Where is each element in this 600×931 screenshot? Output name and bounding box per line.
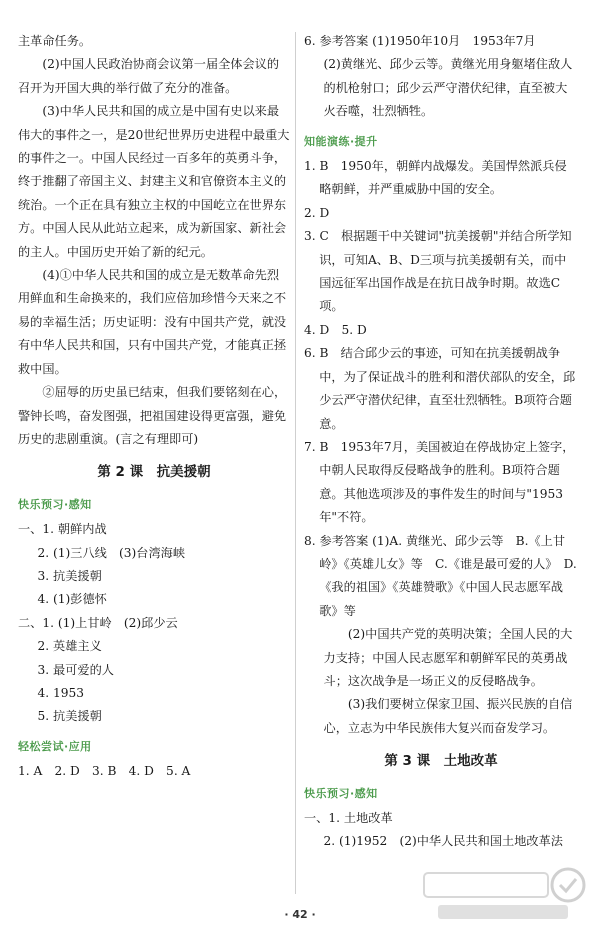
answer-text: (2)中国人民政治协商会议第一届全体会议的召开为开国大典的举行做了充分的准备。 (18, 57, 280, 95)
section-header: 知能演练·提升 (304, 134, 378, 148)
answer-item: 7. B 1953年7月，美国被迫在停战协定上签字，中朝人民取得反侵略战争的胜利。B项符合题意。其他选项涉及的事件发生的时间与"1953年"不符。 (304, 439, 575, 525)
answer-item: 4. (1)彭德怀 (37, 592, 107, 607)
answer-item: 4. 1953 (37, 685, 85, 700)
lesson-title: 第 2 课 抗美援朝 (97, 464, 211, 481)
section-header: 快乐预习·感知 (18, 497, 92, 511)
answer-text: 主革命任务。 (18, 34, 92, 48)
answer-item: 6. B 结合邱少云的事迹，可知在抗美援朝战争中，为了保证战斗的胜利和潜伏部队的安全，邱少云严守潜伏纪律，直至壮烈牺牲。B项符合题意。 (304, 346, 576, 431)
answer-item: 2. (1)1952 (2)中华人民共和国土地改革法 (323, 834, 563, 849)
section-header: 快乐预习·感知 (304, 786, 378, 800)
answer-item: 2. D (304, 205, 330, 220)
answer-item: 8. 参考答案 (1)A. 黄继光、邱少云等 B.《上甘岭》《英雄儿女》等 C.《谁是最可爱的人》 D.《我的祖国》《英雄赞歌》《中国人民志愿军战歌》等 (304, 533, 577, 618)
answer-item: 1. B 1950年，朝鲜内战爆发。美国悍然派兵侵略朝鲜，并严重威胁中国的安全。 (304, 159, 567, 197)
answer-item: 3. C 根据题干中关键词"抗美援朝"并结合所学知识，可知A、B、D三项与抗美援朝有关，而中国远征军出国作战是在抗日战争时期。故选C项。 (304, 229, 572, 314)
answer-item: 5. 抗美援朝 (37, 709, 102, 724)
lesson-title: 第 3 课 土地改革 (384, 753, 498, 770)
left-column (18, 30, 290, 784)
answer-item: 3. 最可爱的人 (37, 662, 114, 677)
answer-item: 2. (1)三八线 (3)台湾海峡 (37, 545, 186, 560)
answer-text: (3)我们要树立保家卫国、振兴民族的自信心，立志为中华民族伟大复兴而奋发学习。 (323, 697, 573, 735)
answer-item: 2. 英雄主义 (37, 639, 102, 654)
answer-text: (4)①中华人民共和国的成立是无数革命先烈用鲜血和生命换来的，我们应倍加珍惜今天来之不易的幸福生活；历史证明：没有中国共产党，就没有中华人民共和国，只有中国共产党，才能真正拯救中国。 (18, 268, 287, 376)
watermark-logo (418, 865, 588, 923)
answer-item: 1. A 2. D 3. B 4. D 5. A (18, 764, 191, 779)
answer-text: (3)中华人民共和国的成立是中国有史以来最伟大的事件之一，是20世纪世界历史进程中最重大的事件之一。中国人民经过一百多年的英勇斗争，终于推翻了帝国主义、封建主义和官僚资本主义的统治。一个正在具有独立主权的中国屹立在世界东方。中国人民从此站立起来，成为新国家、新社会的主人。中国历史开始了新的纪元。 (18, 104, 290, 259)
answer-item: 一、1. 朝鲜内战 (18, 522, 107, 537)
answer-item: 二、1. (1)上甘岭 (2)邱少云 (18, 615, 178, 630)
answer-item: 3. 抗美援朝 (37, 568, 102, 583)
answer-item: 6. 参考答案 (1)1950年10月 1953年7月 (304, 34, 536, 48)
answer-text: ②屈辱的历史虽已结束，但我们要铭刻在心，警钟长鸣，奋发图强，把祖国建设得更富强，避免历史的悲剧重演。(言之有理即可) (18, 385, 287, 446)
answer-text: (2)中国共产党的英明决策；全国人民的大力支持；中国人民志愿军和朝鲜军民的英勇战斗；这次战争是一场正义的反侵略战争。 (323, 627, 573, 688)
answer-item: 一、1. 土地改革 (304, 811, 393, 825)
column-divider (295, 32, 296, 894)
page-number: · 42 · (284, 908, 316, 921)
right-column (304, 30, 578, 854)
answer-item: 4. D 5. D (304, 322, 367, 337)
section-header: 轻松尝试·应用 (18, 739, 92, 753)
answer-text: (2)黄继光、邱少云等。黄继光用身躯堵住敌人的机枪射口；邱少云严守潜伏纪律，直至被大火吞噬，壮烈牺牲。 (323, 57, 573, 119)
